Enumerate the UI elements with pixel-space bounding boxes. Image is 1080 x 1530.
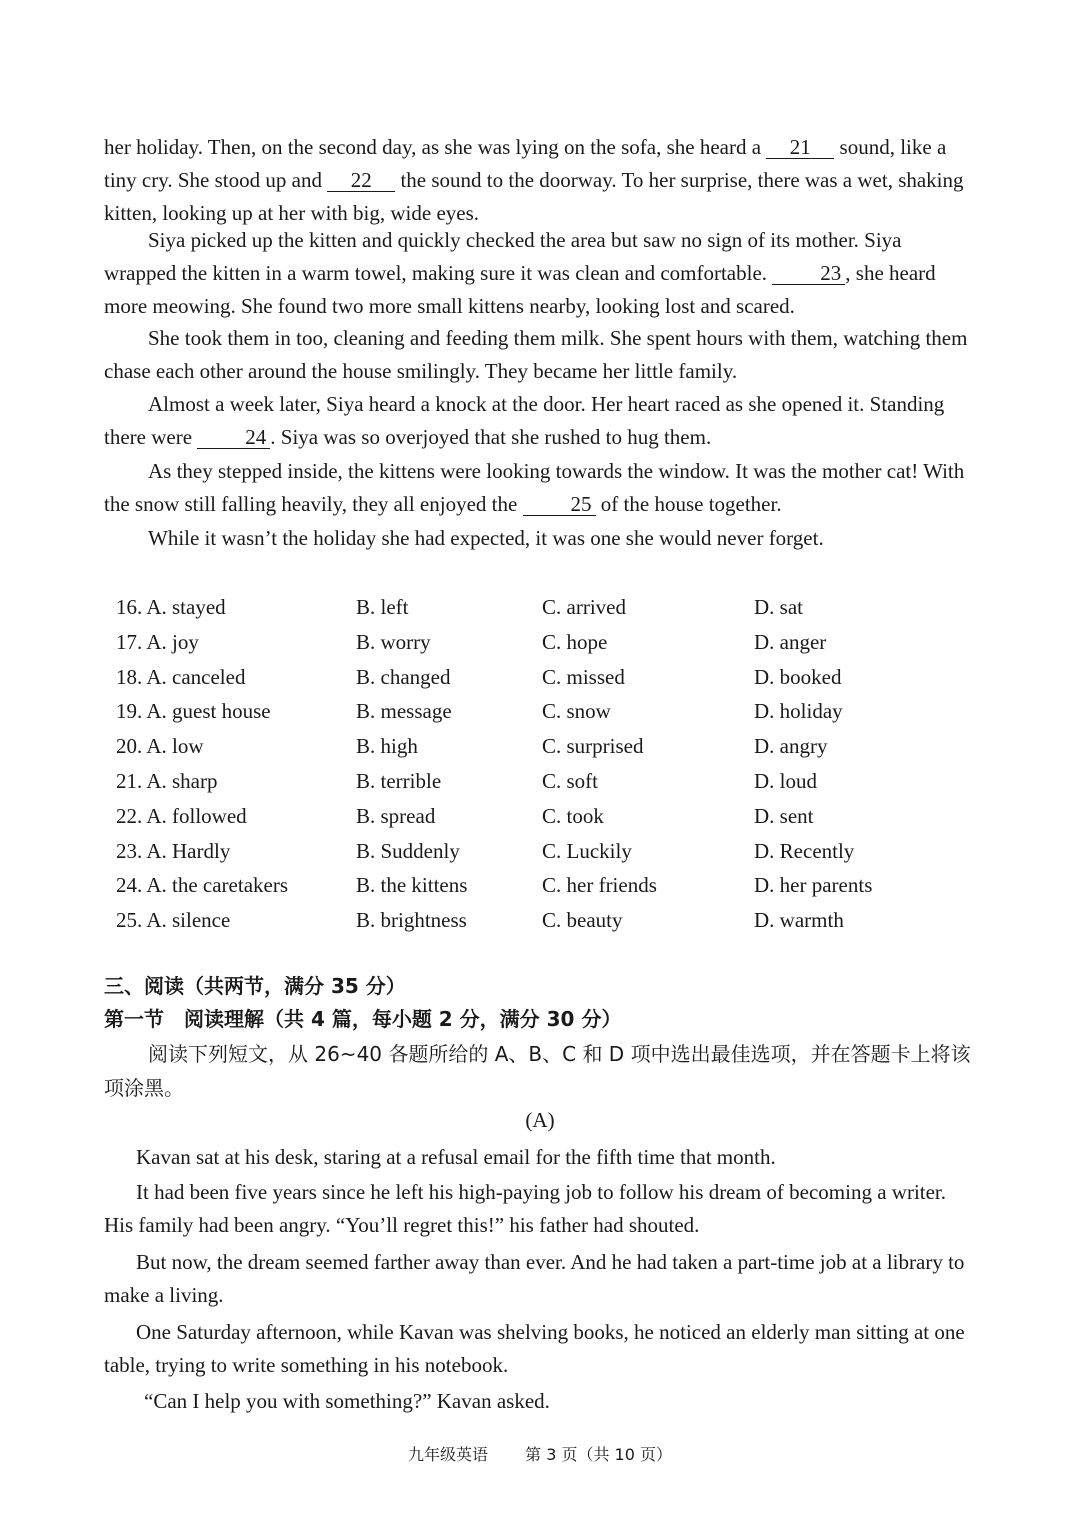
option-d: D. sent	[754, 803, 814, 828]
option-a: 18. A. canceled	[116, 664, 246, 689]
option-b: B. changed	[356, 664, 451, 689]
reading-paragraph-1: Kavan sat at his desk, staring at a refusal email for the fifth time that month.	[136, 1145, 776, 1169]
option-a: 20. A. low	[116, 734, 204, 759]
passage-text: Siya picked up the kitten and quickly checked the area but saw no sign of its mother. Siya wrapped the kitten in a warm towel, making sure it was clean and comfortable.	[104, 228, 902, 285]
option-a: 16. A. stayed	[116, 595, 226, 619]
passage-paragraph-2	[104, 224, 976, 323]
option-d: D. her parents	[754, 873, 873, 898]
passage-paragraph-3: She took them in too, cleaning and feeding them milk. She spent hours with them, watching them chase each other around the house smilingly. They became her little family.	[104, 326, 968, 383]
option-c: C. beauty	[542, 908, 623, 933]
option-b: B. left	[356, 595, 409, 619]
option-row-22	[116, 799, 976, 834]
option-d: D. Recently	[754, 838, 855, 863]
passage-paragraph-5	[104, 455, 976, 521]
option-row-17	[116, 625, 976, 660]
option-a: 25. A. silence	[116, 908, 231, 933]
option-d: D. sat	[754, 595, 803, 619]
options-table	[116, 590, 976, 938]
option-d: D. booked	[754, 664, 842, 689]
option-b: B. spread	[356, 803, 436, 828]
passage-paragraph-4	[104, 388, 976, 454]
option-b: B. message	[356, 699, 452, 724]
option-c: C. Luckily	[542, 838, 632, 863]
option-a: 22. A. followed	[116, 803, 247, 828]
passage-text: Almost a week later, Siya heard a knock at the door. Her heart raced as she opened it. Standing there were	[104, 392, 945, 449]
page-footer	[0, 1442, 1080, 1465]
passage-text: the sound to the doorway. To her surprise, there was a wet, shaking kitten, looking up at her with big, wide eyes.	[104, 168, 964, 225]
option-row-16	[116, 590, 976, 625]
section-3-title: 三、阅读（共两节，满分 35 分）	[104, 974, 406, 998]
section-3-part-1-title: 第一节 阅读理解（共 4 篇，每小题 2 分，满分 30 分）	[104, 1007, 622, 1031]
section-instruction: 阅读下列短文，从 26~40 各题所给的 A、B、C 和 D 项中选出最佳选项，并在答题卡上将该项涂黑。	[104, 1042, 971, 1100]
option-b: B. Suddenly	[356, 838, 460, 863]
option-c: C. took	[542, 803, 604, 828]
option-d: D. loud	[754, 768, 817, 793]
option-a: 24. A. the caretakers	[116, 873, 289, 898]
option-d: D. angry	[754, 734, 828, 759]
reading-paragraph-4: One Saturday afternoon, while Kavan was shelving books, he noticed an elderly man sitting at one table, trying to write something in his notebook.	[104, 1320, 965, 1377]
reading-paragraph-5: “Can I help you with something?” Kavan asked.	[144, 1389, 550, 1413]
passage-text: sound, like a tiny cry. She stood up and	[104, 135, 947, 192]
blank-23: 23	[772, 262, 845, 285]
option-a: 23. A. Hardly	[116, 838, 231, 863]
option-d: D. anger	[754, 629, 827, 654]
passage-a-label: (A)	[525, 1108, 555, 1132]
option-b: B. the kittens	[356, 873, 468, 898]
option-c: C. missed	[542, 664, 625, 689]
reading-paragraph-2: It had been five years since he left his high-paying job to follow his dream of becoming a writer. His family had been angry. “You’ll regret this!” his father had shouted.	[104, 1180, 947, 1237]
option-row-25	[116, 903, 976, 938]
passage-paragraph-1	[104, 131, 976, 230]
passage-text: , she heard more meowing. She found two more small kittens nearby, looking lost and scared.	[104, 261, 936, 318]
blank-22: 22	[327, 169, 395, 192]
option-row-18	[116, 660, 976, 695]
blank-24: 24	[197, 426, 270, 449]
footer-subject: 九年级英语	[408, 1445, 489, 1464]
option-c: C. soft	[542, 768, 599, 793]
option-b: B. high	[356, 734, 418, 759]
passage-paragraph-6: While it wasn’t the holiday she had expected, it was one she would never forget.	[148, 526, 824, 550]
option-d: D. warmth	[754, 908, 844, 933]
option-b: B. brightness	[356, 908, 467, 933]
option-row-23	[116, 834, 976, 869]
reading-paragraph-3: But now, the dream seemed farther away than ever. And he had taken a part-time job at a library to make a living.	[104, 1250, 965, 1307]
blank-25: 25	[523, 493, 596, 516]
option-c: C. surprised	[542, 734, 644, 759]
option-a: 19. A. guest house	[116, 699, 271, 724]
option-b: B. worry	[356, 629, 431, 654]
option-c: C. hope	[542, 629, 608, 654]
option-d: D. holiday	[754, 699, 843, 724]
option-a: 17. A. joy	[116, 629, 199, 654]
option-a: 21. A. sharp	[116, 768, 218, 793]
option-row-24	[116, 868, 976, 903]
passage-text: of the house together.	[595, 492, 782, 516]
option-c: C. snow	[542, 699, 611, 724]
option-row-20	[116, 729, 976, 764]
footer-page-number: 第 3 页（共 10 页）	[525, 1445, 672, 1464]
passage-text: . Siya was so overjoyed that she rushed to hug them.	[270, 425, 712, 449]
blank-21: 21	[766, 136, 834, 159]
option-row-19	[116, 694, 976, 729]
option-row-21	[116, 764, 976, 799]
passage-text: As they stepped inside, the kittens were looking towards the window. It was the mother cat! With the snow still falling heavily, they all enjoyed the	[104, 459, 965, 516]
option-c: C. arrived	[542, 595, 626, 619]
option-b: B. terrible	[356, 768, 442, 793]
passage-text: her holiday. Then, on the second day, as she was lying on the sofa, she heard a	[104, 135, 767, 159]
option-c: C. her friends	[542, 873, 657, 898]
